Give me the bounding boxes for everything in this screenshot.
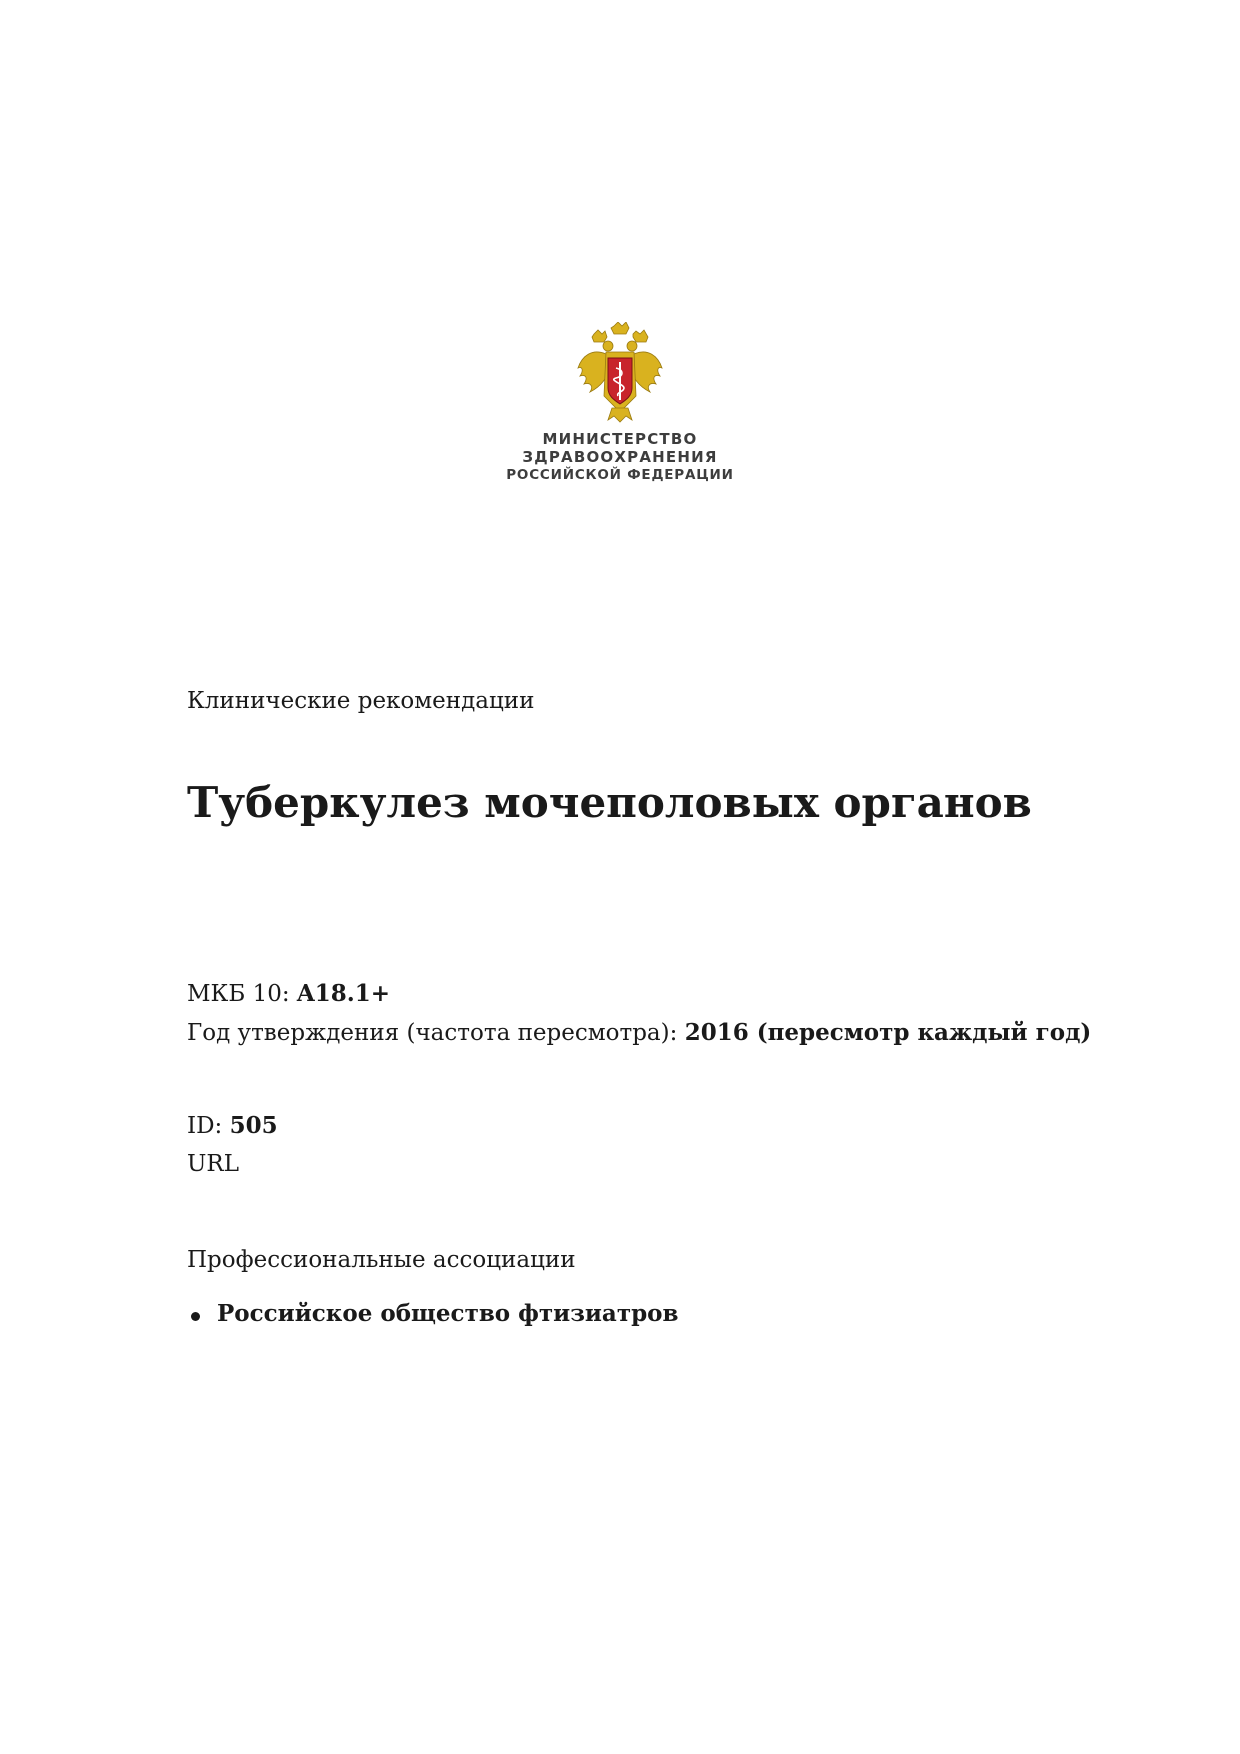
document-id-label: ID: [187,1113,230,1139]
document-id-line [187,1112,278,1139]
mkb-value: A18.1+ [296,980,391,1007]
approval-year-value: 2016 (пересмотр каждый год) [684,1019,1092,1046]
document-id-value: 505 [229,1112,278,1139]
double-headed-eagle-emblem-icon [574,322,666,424]
ministry-name-line-1: МИНИСТЕРСТВО [542,430,698,448]
ministry-logo [0,322,1240,484]
bullet-icon [191,1312,200,1321]
url-link[interactable]: URL [187,1151,239,1177]
ministry-name-line-2: ЗДРАВООХРАНЕНИЯ [522,448,718,466]
mkb-code-line [187,980,390,1007]
approval-year-line [187,1019,1091,1046]
ministry-name-line-3: РОССИЙСКОЙ ФЕДЕРАЦИИ [506,467,734,483]
association-item [187,1300,679,1327]
ministry-name [0,430,1240,484]
approval-year-label: Год утверждения (частота пересмотра): [187,1020,685,1046]
mkb-label: МКБ 10: [187,981,297,1007]
document-title: Туберкулез мочеполовых органов [187,778,1032,827]
document-type: Клинические рекомендации [187,688,535,714]
association-name: Российское общество фтизиатров [217,1300,679,1327]
associations-list [187,1300,679,1327]
associations-heading: Профессиональные ассоциации [187,1247,576,1273]
